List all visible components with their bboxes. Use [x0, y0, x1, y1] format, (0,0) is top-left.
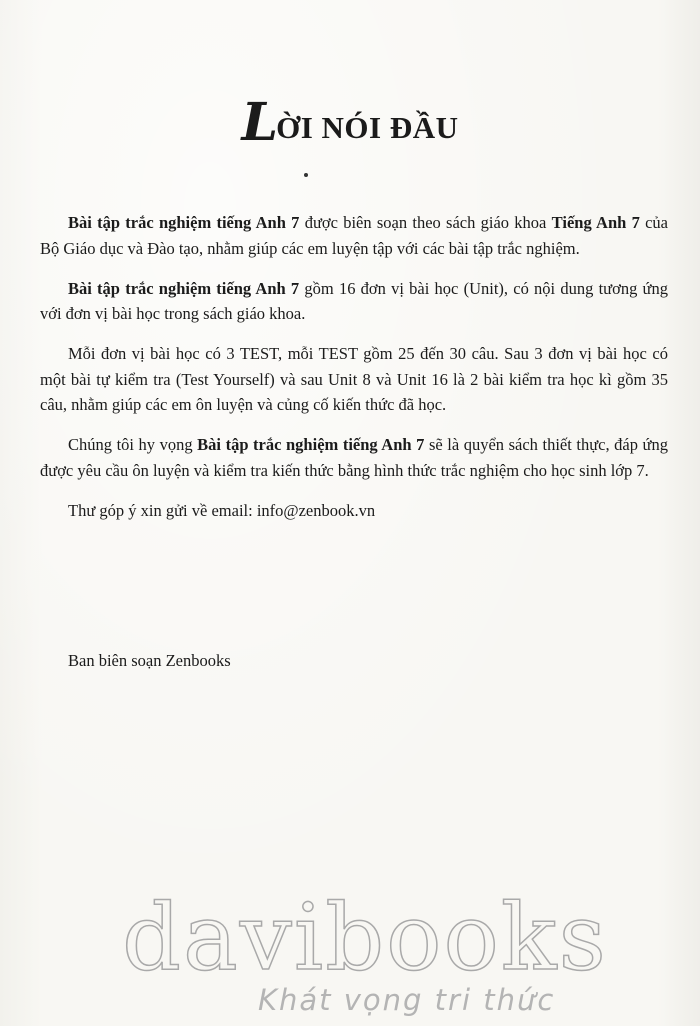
paragraph-structure: Bài tập trắc nghiệm tiếng Anh 7 gồm 16 đơn vị bài học (Unit), có nội dung tương ứng với đơn vị bài học trong sách giáo khoa.: [40, 278, 668, 323]
signature: Ban biên soạn Zenbooks: [68, 651, 231, 670]
preface-body: [40, 210, 668, 538]
book-title-bold: Bài tập trắc nghiệm tiếng Anh 7: [68, 213, 300, 232]
paragraph-hope: Chúng tôi hy vọng Bài tập trắc nghiệm tiếng Anh 7 sẽ là quyển sách thiết thực, đáp ứng được yêu cầu ôn luyện và kiểm tra kiến thức bằng hình thức trắc nghiệm cho học sinh lớp 7.: [40, 435, 668, 480]
book-title-bold: Bài tập trắc nghiệm tiếng Anh 7: [68, 278, 300, 298]
book-title-bold: Bài tập trắc nghiệm tiếng Anh 7: [197, 435, 425, 454]
textbook-title-bold: Tiếng Anh 7: [551, 213, 640, 232]
watermark-slogan: Khát vọng tri thức: [258, 983, 556, 1017]
title-initial: L: [241, 92, 277, 153]
decorative-dot: [304, 173, 308, 177]
paragraph-tests: Mỗi đơn vị bài học có 3 TEST, mỗi TEST gồm 25 đến 30 câu. Sau 3 đơn vị bài học có một bài tự kiểm tra (Test Yourself) và sau Unit 8 và Unit 16 là 2 bài kiểm tra học kì gồm 35 câu, nhằm giúp các em ôn luyện và củng cố kiến thức đã học.: [40, 344, 668, 414]
watermark-brand: davibooks: [122, 884, 608, 991]
title-rest: ỜI NÓI ĐẦU: [276, 110, 459, 145]
paragraph-contact: Thư góp ý xin gửi về email: info@zenbook.vn: [68, 500, 376, 520]
page-title: [0, 92, 700, 153]
watermark: [0, 884, 700, 1017]
paragraph-intro: Bài tập trắc nghiệm tiếng Anh 7 được biên soạn theo sách giáo khoa Tiếng Anh 7 của Bộ Giáo dục và Đào tạo, nhằm giúp các em luyện tập với các bài tập trắc nghiệm.: [40, 213, 669, 258]
